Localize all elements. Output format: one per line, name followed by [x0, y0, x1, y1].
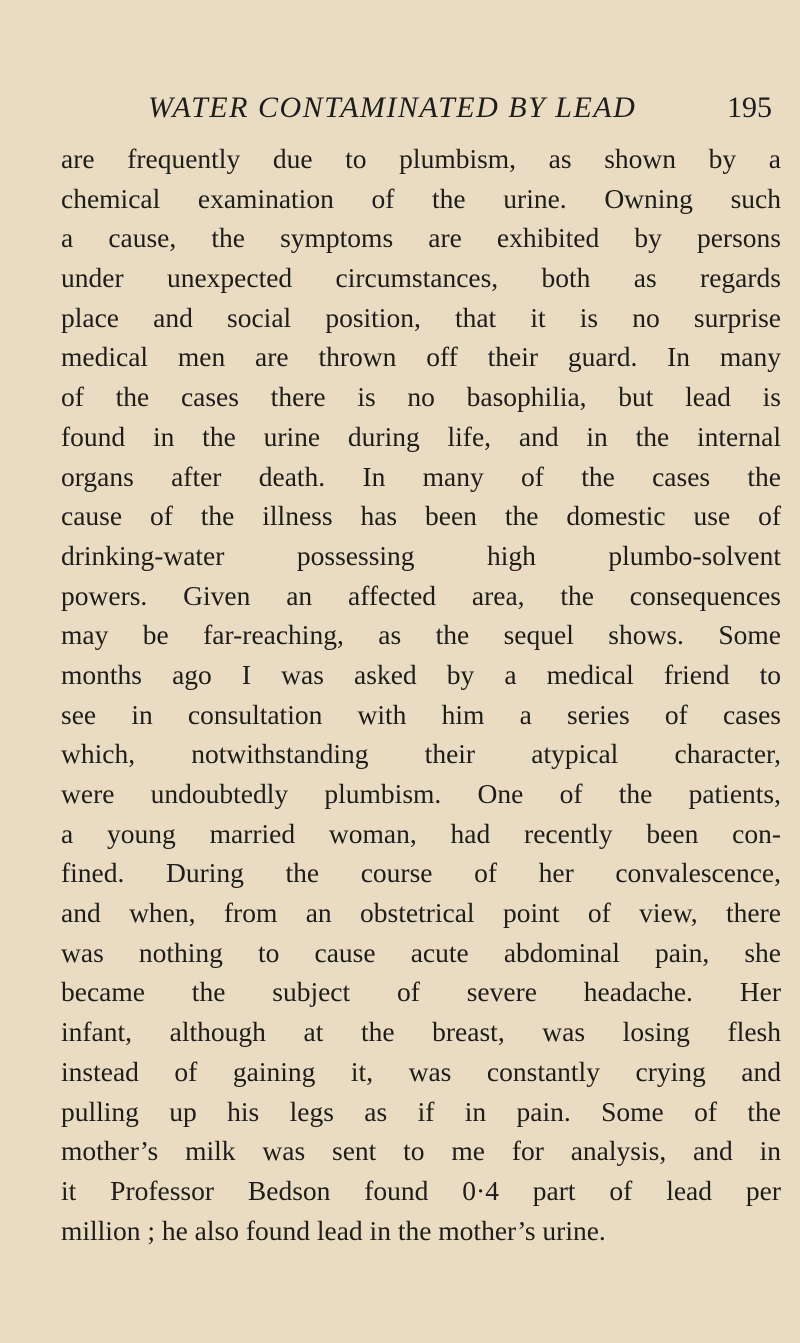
text-line: instead of gaining it, was constantly crying and: [61, 1055, 781, 1087]
text-line: found in the urine during life, and in the internal: [61, 420, 781, 452]
text-line: place and social position, that it is no surprise: [61, 301, 781, 333]
text-line: powers. Given an affected area, the consequences: [61, 579, 781, 611]
text-line: months ago I was asked by a medical friend to: [61, 658, 781, 690]
text-line: became the subject of severe headache. Her: [61, 976, 781, 1008]
text-line: see in consultation with him a series of cases: [61, 698, 781, 730]
running-head: [0, 88, 800, 128]
text-line: drinking-water possessing high plumbo-solvent: [61, 539, 781, 571]
text-line: was nothing to cause acute abdominal pain, she: [61, 936, 781, 968]
body-paragraph: [61, 139, 781, 1250]
text-line: million ; he also found lead in the mother’s urine.: [61, 1214, 606, 1246]
running-title: WATER CONTAMINATED BY LEAD: [148, 91, 637, 124]
text-line: infant, although at the breast, was losing flesh: [61, 1016, 781, 1048]
text-line: and when, from an obstetrical point of view, there: [61, 897, 781, 929]
text-line: medical men are thrown off their guard. In many: [61, 341, 781, 373]
text-line: chemical examination of the urine. Owning such: [61, 182, 781, 214]
text-line: which, notwithstanding their atypical character,: [61, 738, 781, 770]
text-line: of the cases there is no basophilia, but lead is: [61, 381, 781, 413]
text-line: pulling up his legs as if in pain. Some of the: [61, 1095, 781, 1127]
text-line: it Professor Bedson found 0·4 part of lead per: [61, 1174, 781, 1206]
page-number: 195: [727, 91, 772, 124]
text-line: cause of the illness has been the domestic use of: [61, 500, 781, 532]
text-line: a cause, the symptoms are exhibited by persons: [61, 222, 781, 254]
text-line: a young married woman, had recently been con-: [61, 817, 781, 849]
text-line: are frequently due to plumbism, as shown by a: [61, 143, 781, 174]
text-line: may be far-reaching, as the sequel shows. Some: [61, 619, 781, 651]
text-line: were undoubtedly plumbism. One of the patients,: [61, 778, 781, 809]
text-line: under unexpected circumstances, both as regards: [61, 262, 781, 294]
text-line: organs after death. In many of the cases the: [61, 460, 781, 492]
text-line: fined. During the course of her convalescence,: [61, 857, 781, 889]
text-line: mother’s milk was sent to me for analysis, and in: [61, 1135, 781, 1167]
